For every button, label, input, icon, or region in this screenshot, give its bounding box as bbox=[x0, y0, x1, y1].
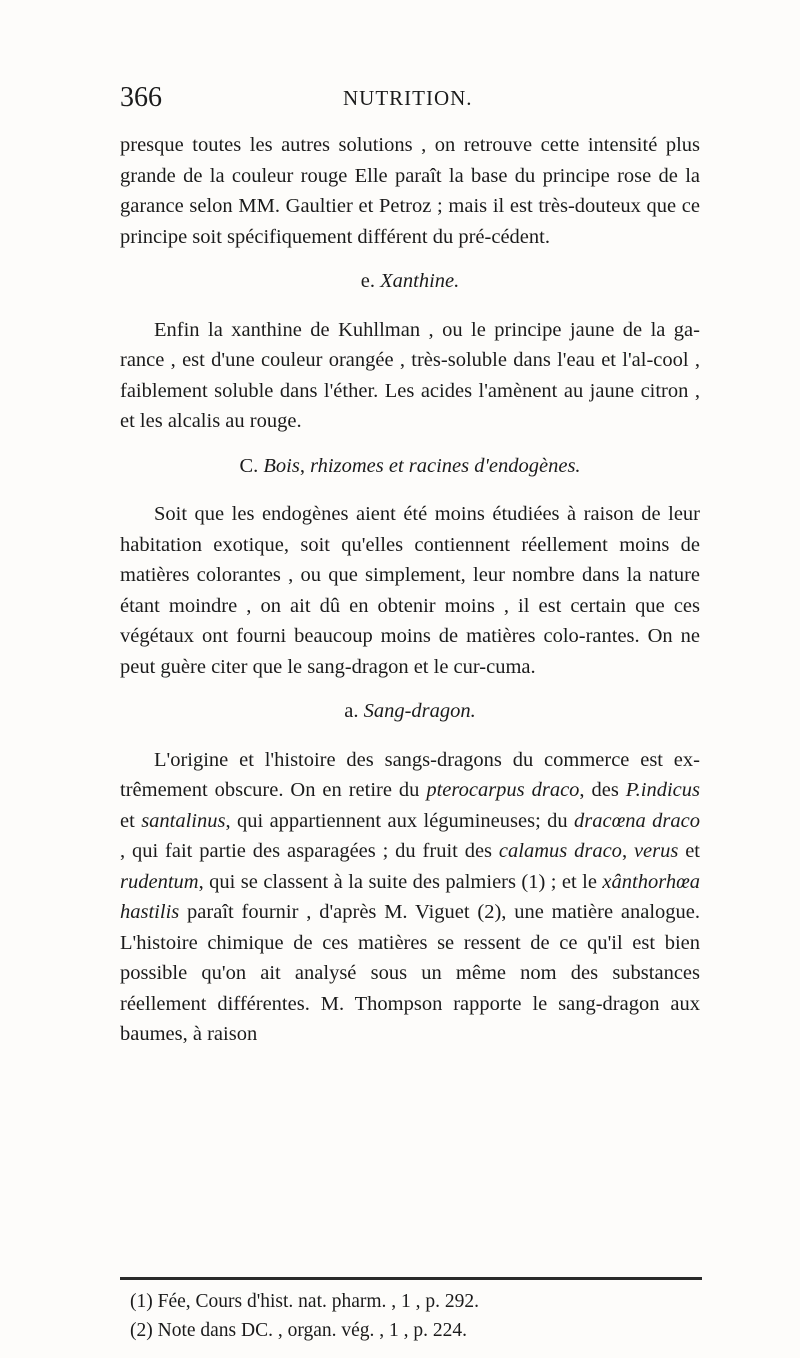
heading-letter: C. bbox=[239, 454, 259, 477]
text-run: , qui se classent à la suite des palmiers (1) ; et le bbox=[198, 870, 603, 893]
text-run: , qui appartiennent aux légumineuses; du bbox=[225, 809, 575, 832]
footnote: (1) Fée, Cours d'hist. nat. pharm. , 1 , p. 292. bbox=[130, 1291, 480, 1312]
heading-title: Xanthine. bbox=[380, 270, 460, 292]
text-run: paraît fournir , d'après M. Viguet (2), une matière analogue. L'histoire chimique de ces matières se ressent de ce qu'il est bien possible qu'on ait analysé sous un même nom des substances réellement différentes. M. Thompson rapporte le sang-dragon aux baumes, à raison bbox=[120, 901, 700, 1045]
page-header bbox=[120, 82, 700, 122]
body-text bbox=[120, 130, 700, 1050]
heading-title-part: rhizomes et racines d'endogènes. bbox=[310, 454, 581, 477]
text-run: L'origine et l'histoire des sangs-dragons du commerce est ex-trêmement obscure. On en retire du bbox=[120, 748, 700, 801]
heading-letter: e. bbox=[360, 270, 375, 292]
species-name: rudentum bbox=[120, 870, 199, 893]
heading-title-part: Bois bbox=[263, 454, 300, 477]
section-heading-xanthine bbox=[120, 266, 700, 297]
text-run: , qui fait partie des asparagées ; du fruit des bbox=[120, 840, 499, 862]
footnotes bbox=[130, 1287, 690, 1345]
heading-letter: a. bbox=[344, 700, 359, 722]
heading-separator: , bbox=[299, 454, 311, 477]
species-name: santalinus bbox=[141, 809, 226, 832]
footnote-divider bbox=[120, 1277, 702, 1280]
text-run: et bbox=[120, 809, 142, 832]
species-name: xânthorhœa hastilis bbox=[120, 870, 700, 923]
text-run: , bbox=[621, 840, 634, 862]
section-heading-endogenes bbox=[120, 451, 700, 482]
heading-title: Sang-dragon. bbox=[363, 700, 476, 722]
paragraph-sang-dragon bbox=[120, 745, 700, 1050]
paragraph-endogenes: Soit que les endogènes aient été moins étudiées à raison de leur habitation exotique, soit qu'elles contiennent réellement moins de matières colorantes , ou que simplement, leur nombre dans la nature étant moindre , on ait dû en obtenir moins , il est certain que ces végétaux ont fourni beaucoup moins de matières colo-rantes. On ne peut guère citer que le sang-dragon et le cur-cuma. bbox=[120, 503, 700, 678]
species-name: pterocarpus draco bbox=[426, 779, 580, 801]
species-name: verus bbox=[633, 840, 679, 862]
species-name: calamus draco bbox=[498, 840, 622, 862]
running-head: NUTRITION. bbox=[343, 86, 473, 110]
text-run: et bbox=[678, 840, 701, 862]
section-heading-sang-dragon bbox=[120, 696, 700, 727]
text-run: , des bbox=[579, 779, 626, 801]
species-name: dracœna draco bbox=[574, 809, 701, 832]
species-name: P.indicus bbox=[625, 779, 700, 801]
footnote: (2) Note dans DC. , organ. vég. , 1 , p. 224. bbox=[130, 1320, 468, 1341]
paragraph-xanthine: Enfin la xanthine de Kuhllman , ou le principe jaune de la ga-rance , est d'une couleur orangée , très-soluble dans l'eau et l'al-cool , faiblement soluble dans l'éther. Les acides l'amènent au jaune citron , et les alcalis au rouge. bbox=[120, 318, 700, 432]
paragraph-continuation: presque toutes les autres solutions , on retrouve cette intensité plus grande de la couleur rouge Elle paraît la base du principe rose de la garance selon MM. Gaultier et Petroz ; mais il est très-douteux que ce principe soit spécifiquement différent du pré-cédent. bbox=[120, 134, 700, 248]
page-number: 366 bbox=[120, 82, 162, 113]
